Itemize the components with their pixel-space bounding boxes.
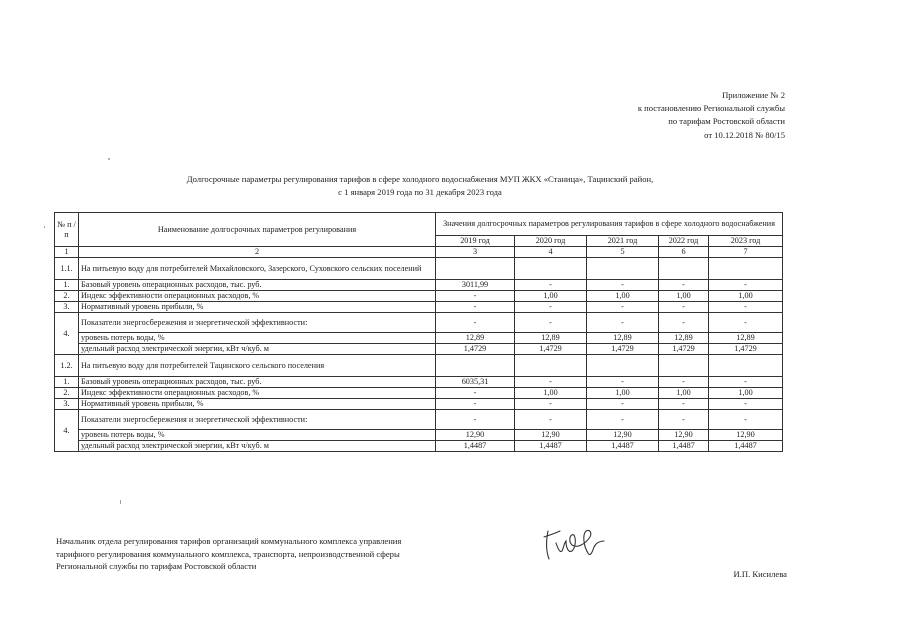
- value-cell: -: [709, 399, 783, 410]
- indicator-row: [55, 333, 783, 344]
- value-cell: -: [436, 291, 515, 302]
- header-num: № п /п: [55, 213, 79, 247]
- indicator-label: уровень потерь воды, %: [79, 430, 436, 441]
- value-cell: -: [709, 377, 783, 388]
- value-cell: -: [587, 302, 659, 313]
- indicators-title: Показатели энергосбережения и энергетической эффективности:: [79, 313, 436, 333]
- value-cell: 1,00: [515, 388, 587, 399]
- table-row: [55, 377, 783, 388]
- empty-cell: [659, 258, 709, 280]
- appendix-line: Приложение № 2: [722, 90, 785, 100]
- value-cell: -: [436, 399, 515, 410]
- table-row: [55, 291, 783, 302]
- value-cell: -: [587, 280, 659, 291]
- footer-line: Региональной службы по тарифам Ростовской области: [56, 561, 257, 572]
- table-row: [55, 388, 783, 399]
- empty-cell: [436, 258, 515, 280]
- section-row: [55, 355, 783, 377]
- indicator-row: [55, 441, 783, 452]
- value-cell: -: [436, 302, 515, 313]
- empty-cell: [436, 355, 515, 377]
- value-cell: 1,4729: [587, 344, 659, 355]
- value-cell: -: [709, 280, 783, 291]
- scan-speck: [108, 158, 110, 160]
- value-cell: -: [587, 410, 659, 430]
- indicator-row: [55, 430, 783, 441]
- value-cell: 1,4729: [709, 344, 783, 355]
- row-number: 2.: [55, 388, 79, 399]
- empty-cell: [709, 355, 783, 377]
- row-number: 4.: [55, 313, 79, 355]
- empty-cell: [587, 258, 659, 280]
- value-cell: 1,00: [587, 291, 659, 302]
- signatory-position: [56, 535, 401, 573]
- document-title: [100, 173, 740, 198]
- section-number: 1.1.: [55, 258, 79, 280]
- value-cell: 1,4487: [709, 441, 783, 452]
- header-name: Наименование долгосрочных параметров регулирования: [79, 213, 436, 247]
- header-year: 2020 год: [515, 236, 587, 247]
- value-cell: 12,89: [587, 333, 659, 344]
- value-cell: 12,90: [709, 430, 783, 441]
- value-cell: 3011,99: [436, 280, 515, 291]
- indicators-title-row: [55, 410, 783, 430]
- row-number: 2.: [55, 291, 79, 302]
- row-number: 3.: [55, 399, 79, 410]
- header-year: 2021 год: [587, 236, 659, 247]
- empty-cell: [709, 258, 783, 280]
- scan-speck: [120, 500, 121, 504]
- value-cell: 12,90: [659, 430, 709, 441]
- value-cell: 1,4729: [515, 344, 587, 355]
- empty-cell: [659, 355, 709, 377]
- value-cell: 12,89: [659, 333, 709, 344]
- value-cell: -: [709, 410, 783, 430]
- value-cell: -: [515, 280, 587, 291]
- value-cell: 12,89: [709, 333, 783, 344]
- value-cell: -: [436, 388, 515, 399]
- row-label: Нормативный уровень прибыли, %: [79, 399, 436, 410]
- value-cell: 1,00: [709, 291, 783, 302]
- column-number: 4: [515, 247, 587, 258]
- header-year: 2023 год: [709, 236, 783, 247]
- column-number: 7: [709, 247, 783, 258]
- row-label: Индекс эффективности операционных расходов, %: [79, 388, 436, 399]
- row-number: 1.: [55, 280, 79, 291]
- appendix-line: от 10.12.2018 № 80/15: [704, 129, 785, 140]
- value-cell: 1,4487: [515, 441, 587, 452]
- indicators-title-row: [55, 313, 783, 333]
- row-number: 3.: [55, 302, 79, 313]
- value-cell: -: [515, 302, 587, 313]
- value-cell: 12,89: [436, 333, 515, 344]
- value-cell: -: [659, 377, 709, 388]
- section-title: На питьевую воду для потребителей Тацинского сельского поселения: [79, 355, 436, 377]
- table-row: [55, 399, 783, 410]
- value-cell: -: [587, 313, 659, 333]
- scan-speck: [44, 226, 45, 228]
- value-cell: 12,90: [587, 430, 659, 441]
- value-cell: 12,90: [515, 430, 587, 441]
- row-label: Нормативный уровень прибыли, %: [79, 302, 436, 313]
- value-cell: -: [587, 377, 659, 388]
- value-cell: -: [709, 313, 783, 333]
- table-row: [55, 302, 783, 313]
- value-cell: 12,90: [436, 430, 515, 441]
- column-number: 2: [79, 247, 436, 258]
- value-cell: 1,00: [515, 291, 587, 302]
- signer-name: И.П. Кисилева: [733, 569, 787, 579]
- value-cell: -: [436, 410, 515, 430]
- header-values: Значения долгосрочных параметров регулирования тарифов в сфере холодного водоснабжения: [436, 213, 783, 236]
- header-year: 2019 год: [436, 236, 515, 247]
- value-cell: 1,4729: [659, 344, 709, 355]
- value-cell: 1,4729: [436, 344, 515, 355]
- value-cell: -: [659, 410, 709, 430]
- value-cell: 1,00: [659, 291, 709, 302]
- value-cell: -: [515, 410, 587, 430]
- column-number: 1: [55, 247, 79, 258]
- value-cell: -: [659, 313, 709, 333]
- indicator-label: уровень потерь воды, %: [79, 333, 436, 344]
- value-cell: -: [515, 377, 587, 388]
- value-cell: -: [709, 302, 783, 313]
- section-row: [55, 258, 783, 280]
- row-label: Индекс эффективности операционных расходов, %: [79, 291, 436, 302]
- header-year: 2022 год: [659, 236, 709, 247]
- section-number: 1.2.: [55, 355, 79, 377]
- row-label: Базовый уровень операционных расходов, тыс. руб.: [79, 280, 436, 291]
- value-cell: 1,4487: [587, 441, 659, 452]
- table-row: [55, 280, 783, 291]
- title-line: Долгосрочные параметры регулирования тарифов в сфере холодного водоснабжения МУП ЖКХ «Станица», Тацинский район,: [186, 174, 654, 184]
- appendix-block: [638, 89, 785, 142]
- value-cell: -: [659, 302, 709, 313]
- value-cell: -: [515, 399, 587, 410]
- value-cell: 6035,31: [436, 377, 515, 388]
- value-cell: -: [515, 313, 587, 333]
- value-cell: -: [659, 280, 709, 291]
- value-cell: -: [436, 313, 515, 333]
- parameters-table: [54, 212, 783, 452]
- value-cell: 12,89: [515, 333, 587, 344]
- value-cell: 1,4487: [659, 441, 709, 452]
- footer-line: Начальник отдела регулирования тарифов организаций коммунального комплекса управления: [56, 536, 402, 546]
- indicator-label: удельный расход электрической энергии, кВт ч/куб. м: [79, 441, 436, 452]
- empty-cell: [515, 355, 587, 377]
- row-label: Базовый уровень операционных расходов, тыс. руб.: [79, 377, 436, 388]
- section-title: На питьевую воду для потребителей Михайловского, Зазерского, Суховского сельских поселений: [79, 258, 436, 280]
- value-cell: -: [659, 399, 709, 410]
- value-cell: 1,00: [709, 388, 783, 399]
- handwritten-signature: [540, 523, 610, 563]
- footer-line: тарифного регулирования коммунального комплекса, транспорта, непроизводственной сферы: [56, 548, 400, 559]
- appendix-line: к постановлению Региональной службы: [637, 103, 785, 114]
- indicator-label: удельный расход электрической энергии, кВт ч/куб. м: [79, 344, 436, 355]
- value-cell: 1,00: [659, 388, 709, 399]
- value-cell: 1,00: [587, 388, 659, 399]
- row-number: 1.: [55, 377, 79, 388]
- column-number: 3: [436, 247, 515, 258]
- value-cell: 1,4487: [436, 441, 515, 452]
- column-number: 5: [587, 247, 659, 258]
- value-cell: -: [587, 399, 659, 410]
- empty-cell: [587, 355, 659, 377]
- row-number: 4.: [55, 410, 79, 452]
- indicators-title: Показатели энергосбережения и энергетической эффективности:: [79, 410, 436, 430]
- appendix-line: по тарифам Ростовской области: [668, 116, 785, 127]
- title-line: с 1 января 2019 года по 31 декабря 2023 года: [338, 186, 502, 197]
- empty-cell: [515, 258, 587, 280]
- column-number: 6: [659, 247, 709, 258]
- indicator-row: [55, 344, 783, 355]
